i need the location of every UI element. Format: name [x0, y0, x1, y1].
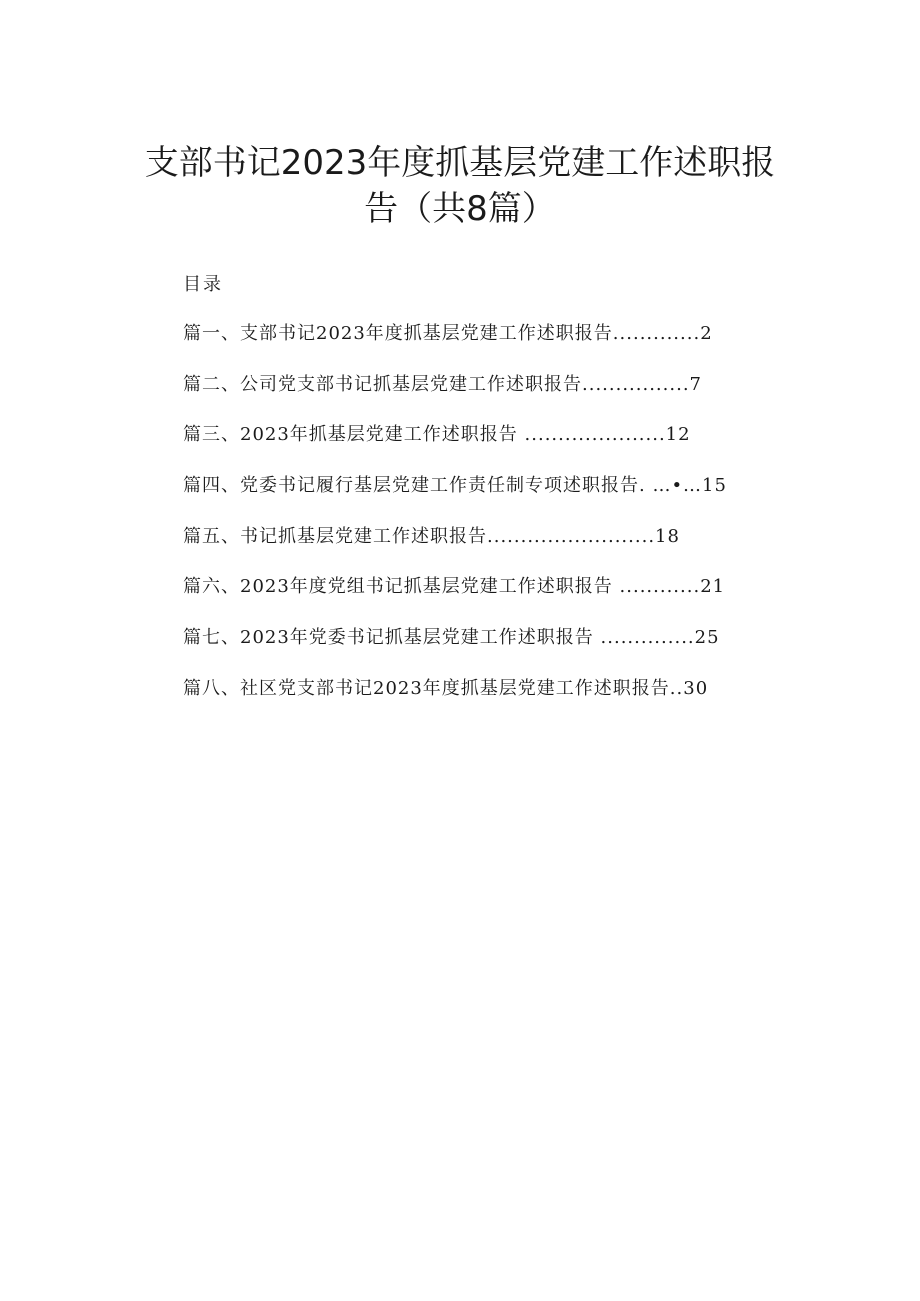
toc-entry-3[interactable]: 篇三、2023年抓基层党建工作述职报告 .....................12 [183, 424, 691, 446]
toc-entry-8[interactable]: 篇八、社区党支部书记2023年度抓基层党建工作述职报告..30 [183, 677, 709, 699]
toc-entry-6[interactable]: 篇六、2023年度党组书记抓基层党建工作述职报告 ............21 [183, 576, 726, 598]
toc-entry-7[interactable]: 篇七、2023年党委书记抓基层党建工作述职报告 ..............25 [183, 627, 720, 649]
toc-entry-5[interactable]: 篇五、书记抓基层党建工作述职报告.........................18 [183, 525, 680, 547]
title-line-2: 告（共8篇） [364, 189, 556, 229]
toc-entry-2[interactable]: 篇二、公司党支部书记抓基层党建工作述职报告................7 [183, 373, 702, 395]
document-title [0, 140, 920, 232]
toc-entry-1[interactable]: 篇一、支部书记2023年度抓基层党建工作述职报告.............2 [183, 323, 713, 344]
table-of-contents [183, 322, 783, 728]
toc-entry-4[interactable]: 篇四、党委书记履行基层党建工作责任制专项述职报告. …•…15 [183, 475, 727, 497]
toc-heading: 目录 [183, 274, 223, 295]
title-line-1: 支部书记2023年度抓基层党建工作述职报 [144, 143, 776, 183]
